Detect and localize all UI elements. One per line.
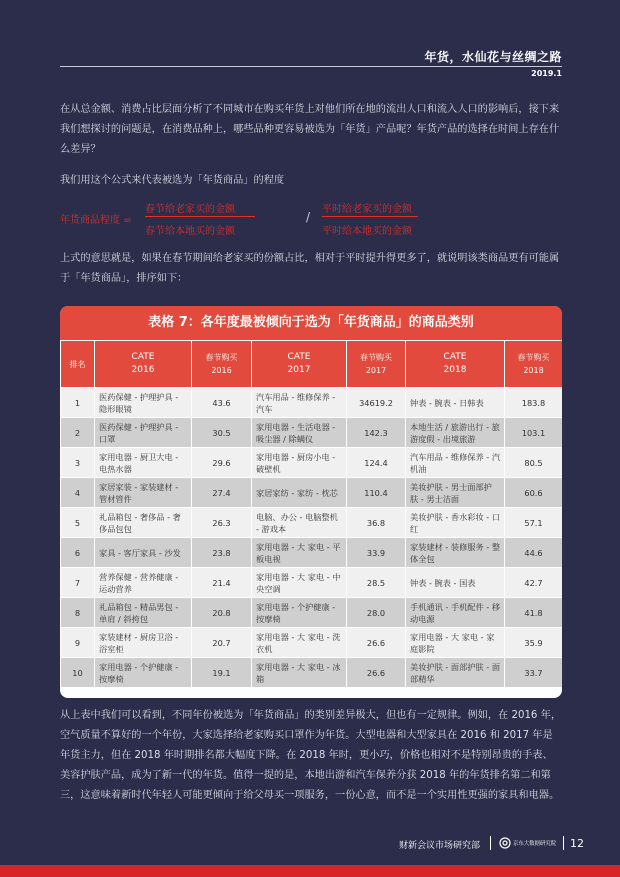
- table-row: [61, 388, 563, 418]
- ratio-2016-cell: 20.7: [192, 628, 252, 658]
- ratio-2017-cell: 36.8: [347, 508, 406, 538]
- page-header: [0, 0, 620, 80]
- category-2017-cell: 家用电器 - 大 家电 - 平板电视: [252, 538, 347, 568]
- rank-cell: 7: [61, 568, 95, 598]
- intro-paragraph-1: 在从总金额、消费占比层面分析了不同城市在购买年货上对他们所在地的流出人口和流入人口的影响后，接下来我们想探讨的问题是，在消费品种上，哪些品种更容易被选为「年货」产品呢？年货产品的选择在时间上存在什么差异？: [60, 104, 560, 155]
- ratio-2016-cell: 19.1: [192, 658, 252, 688]
- category-2018-cell: 家装建材 - 装修服务 - 整体全包: [406, 538, 505, 568]
- bottom-accent-bar: [0, 865, 620, 877]
- formula-numerator-2: 平时给老家买的金额: [322, 204, 412, 215]
- header-ratio-2017: 春节购买 2017: [347, 341, 406, 388]
- fraction-bar-1: [145, 216, 255, 217]
- footer-divider: [490, 836, 491, 850]
- table-row: [61, 568, 563, 598]
- formula-denominator-2: 平时给本地买的金额: [322, 226, 412, 237]
- rank-cell: 4: [61, 478, 95, 508]
- table-row: [61, 448, 563, 478]
- report-date: 2019.1: [531, 69, 562, 78]
- table-row: [61, 418, 563, 448]
- category-2017-cell: 家居家纺 - 家纺 - 枕芯: [252, 478, 347, 508]
- intro-paragraph-3: 上式的意思就是，如果在春节期间给老家买的份额占比，相对于平时提升得更多了，就说明该类商品更有可能属于「年货商品」，排序如下：: [60, 253, 560, 284]
- ratio-2018-cell: 183.8: [505, 388, 563, 418]
- ratio-2018-cell: 42.7: [505, 568, 563, 598]
- rank-cell: 1: [61, 388, 95, 418]
- category-2016-cell: 医药保健 - 护理护具 - 隐形眼镜: [95, 388, 192, 418]
- ratio-2017-cell: 124.4: [347, 448, 406, 478]
- category-2016-cell: 家装建材 - 厨房卫浴 - 浴室柜: [95, 628, 192, 658]
- ratio-2018-cell: 80.5: [505, 448, 563, 478]
- category-2018-cell: 美妆护肤 - 面部护肤 - 面部精华: [406, 658, 505, 688]
- rank-cell: 8: [61, 598, 95, 628]
- rank-cell: 2: [61, 418, 95, 448]
- ratio-2018-cell: 103.1: [505, 418, 563, 448]
- ratio-2016-cell: 21.4: [192, 568, 252, 598]
- category-2016-cell: 家用电器 - 个护健康 - 按摩椅: [95, 658, 192, 688]
- table-row: [61, 658, 563, 688]
- header-cate-2016: CATE 2016: [95, 341, 192, 388]
- category-2017-cell: 家用电器 - 个护健康 - 按摩椅: [252, 598, 347, 628]
- rank-cell: 3: [61, 448, 95, 478]
- rank-cell: 9: [61, 628, 95, 658]
- category-2018-cell: 手机通讯 - 手机配件 - 移动电源: [406, 598, 505, 628]
- formula: [60, 198, 460, 238]
- logo-text: 京东大数据研究院: [513, 841, 556, 847]
- fraction-bar-2: [322, 216, 418, 217]
- category-2017-cell: 家用电器 - 大 家电 - 中央空调: [252, 568, 347, 598]
- formula-numerator-1: 春节给老家买的金额: [145, 204, 235, 215]
- report-title: 年货，水仙花与丝绸之路: [424, 50, 562, 64]
- table-row: [61, 508, 563, 538]
- category-2018-cell: 钟表 - 腕表 - 国表: [406, 568, 505, 598]
- ratio-2017-cell: 26.6: [347, 628, 406, 658]
- category-2018-cell: 美妆护肤 - 香水彩妆 - 口红: [406, 508, 505, 538]
- category-2018-cell: 钟表 - 腕表 - 日韩表: [406, 388, 505, 418]
- ratio-2018-cell: 57.1: [505, 508, 563, 538]
- header-rank: 排名: [61, 341, 95, 388]
- table-row: [61, 538, 563, 568]
- category-2018-cell: 本地生活 / 旅游出行 - 旅游度假 - 出境旅游: [406, 418, 505, 448]
- ratio-2018-cell: 44.6: [505, 538, 563, 568]
- ratio-2018-cell: 35.9: [505, 628, 563, 658]
- category-2017-cell: 家用电器 - 大 家电 - 洗衣机: [252, 628, 347, 658]
- category-2018-cell: 汽车用品 - 维修保养 - 汽机油: [406, 448, 505, 478]
- footer-divider-2: [563, 836, 564, 850]
- table-header-row: [61, 341, 563, 388]
- ratio-2017-cell: 26.6: [347, 658, 406, 688]
- category-2017-cell: 家用电器 - 生活电器 - 吸尘器 / 除螨仪: [252, 418, 347, 448]
- formula-label: 年货商品程度 =: [60, 215, 132, 226]
- category-2018-cell: 美妆护肤 - 男士面部护肤 - 男士洁面: [406, 478, 505, 508]
- header-cate-2017: CATE 2017: [252, 341, 347, 388]
- jd-big-data-logo: [498, 833, 556, 853]
- category-2016-cell: 礼品箱包 - 奢侈品 - 奢侈品包包: [95, 508, 192, 538]
- ratio-2017-cell: 33.9: [347, 538, 406, 568]
- table-row: [61, 628, 563, 658]
- header-ratio-2018: 春节购买 2018: [505, 341, 563, 388]
- formula-divider: /: [306, 210, 311, 224]
- category-2016-cell: 家用电器 - 厨卫大电 - 电热水器: [95, 448, 192, 478]
- ratio-2016-cell: 29.6: [192, 448, 252, 478]
- ratio-2017-cell: 34619.2: [347, 388, 406, 418]
- ratio-2016-cell: 30.5: [192, 418, 252, 448]
- ratio-2017-cell: 110.4: [347, 478, 406, 508]
- ratio-2018-cell: 60.6: [505, 478, 563, 508]
- category-2016-cell: 家居家装 - 家装建材 - 管材管件: [95, 478, 192, 508]
- conclusion-paragraph: 从上表中我们可以看到，不同年份被选为「年货商品」的类别差异极大，但也有一定规律。例如，在 2016 年，空气质量不算好的一个年份，大家选择给老家购买口罩作为年货。大型电器和大型家具在 2016 和 2017 年是年货主力，但在 2018 年时期排名都大幅度下降。在 2018 年时，更小巧，价格也相对不是特别昂贵的手表、美容护肤产品，成为了新一代的年货。值得一提的是，本地出游和汽车保养分获 2018 年的年货排名第二和第三，这意味着新时代年轻人可能更倾向于给父母买一项服务，一份心意，而不是一个实用性更强的家具和电器。: [60, 710, 562, 801]
- category-2017-cell: 家用电器 - 厨房小电 - 破壁机: [252, 448, 347, 478]
- category-2017-cell: 家用电器 - 大 家电 - 冰箱: [252, 658, 347, 688]
- category-2016-cell: 营养保健 - 营养健康 - 运动营养: [95, 568, 192, 598]
- table-row: [61, 598, 563, 628]
- header-cate-2018: CATE 2018: [406, 341, 505, 388]
- header-ratio-2016: 春节购买 2016: [192, 341, 252, 388]
- rank-cell: 10: [61, 658, 95, 688]
- formula-denominator-1: 春节给本地买的金额: [145, 226, 235, 237]
- table-row: [61, 478, 563, 508]
- ratio-2016-cell: 43.6: [192, 388, 252, 418]
- ratio-2016-cell: 27.4: [192, 478, 252, 508]
- category-2016-cell: 礼品箱包 - 精品男包 - 单肩 / 斜挎包: [95, 598, 192, 628]
- ratio-2018-cell: 41.8: [505, 598, 563, 628]
- category-2017-cell: 电脑、办公 - 电脑整机 - 游戏本: [252, 508, 347, 538]
- rank-cell: 5: [61, 508, 95, 538]
- category-2018-cell: 家用电器 - 大 家电 - 家庭影院: [406, 628, 505, 658]
- ratio-2016-cell: 23.8: [192, 538, 252, 568]
- page-number: 12: [570, 837, 584, 850]
- ratio-2017-cell: 28.0: [347, 598, 406, 628]
- category-2016-cell: 家具 - 客厅家具 - 沙发: [95, 538, 192, 568]
- ratio-2017-cell: 142.3: [347, 418, 406, 448]
- ratio-2018-cell: 33.7: [505, 658, 563, 688]
- ranking-table-card: [60, 306, 562, 698]
- ratio-2017-cell: 28.5: [347, 568, 406, 598]
- category-2017-cell: 汽车用品 - 维修保养 - 汽车: [252, 388, 347, 418]
- ratio-2016-cell: 26.3: [192, 508, 252, 538]
- footer-organization: 财新会议市场研究部: [398, 841, 480, 851]
- intro-paragraph-2: 我们用这个公式来代表被选为「年货商品」的程度: [60, 175, 285, 186]
- table-title: 表格 7：各年度最被倾向于选为「年货商品」的商品类别: [60, 306, 562, 340]
- ranking-table: [60, 340, 562, 688]
- rank-cell: 6: [61, 538, 95, 568]
- category-2016-cell: 医药保健 - 护理护具 - 口罩: [95, 418, 192, 448]
- ratio-2016-cell: 20.8: [192, 598, 252, 628]
- header-divider: [60, 66, 562, 67]
